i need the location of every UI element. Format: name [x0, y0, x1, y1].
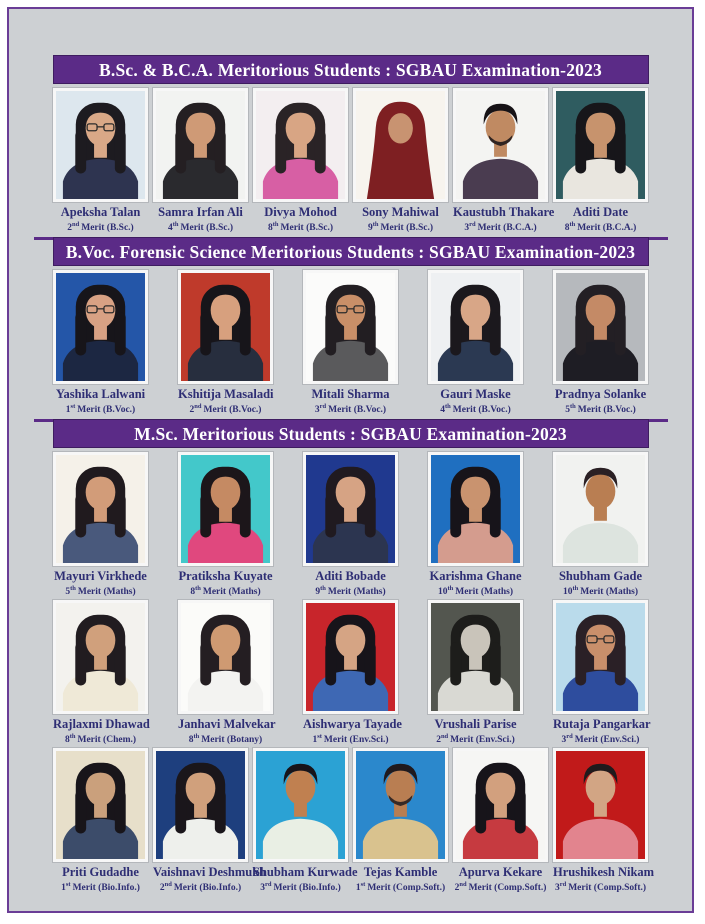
merit-program: Merit (B.Sc.)	[280, 223, 334, 234]
merit-rank: 3	[554, 883, 560, 894]
student-caption	[453, 865, 548, 892]
student-name: Aishwarya Tayade	[303, 717, 402, 731]
student-name: Hrushikesh Nikam	[553, 865, 655, 879]
person-silhouette-icon	[306, 603, 395, 711]
student-name: Kshitija Masaladi	[178, 387, 274, 401]
merit-rank: 2	[189, 405, 195, 416]
student-card	[553, 270, 648, 414]
student-name: Mitali Sharma	[311, 387, 390, 401]
student-portrait-photo	[53, 88, 148, 202]
merit-ordinal-suffix: th	[320, 585, 326, 592]
student-card	[453, 88, 555, 234]
person-silhouette-icon	[56, 91, 145, 199]
merit-rank: 3	[260, 883, 265, 894]
merit-ordinal-suffix: st	[70, 403, 76, 410]
merit-program: Merit (Env.Sci.)	[574, 735, 640, 746]
student-card	[553, 88, 648, 232]
student-caption	[53, 205, 148, 232]
merit-ordinal-suffix: st	[317, 733, 322, 740]
merit-program: Merit (Maths)	[580, 587, 639, 598]
person-silhouette-icon	[56, 455, 145, 563]
student-card	[353, 88, 448, 232]
student-merit	[353, 879, 448, 894]
student-portrait-photo	[428, 270, 523, 384]
merit-program: Merit (Chem.)	[77, 735, 137, 746]
section-title: M.Sc. Meritorious Students : SGBAU Examination-2023	[53, 419, 649, 448]
merit-rank: 8	[64, 735, 70, 746]
student-card	[553, 452, 648, 596]
merit-rank: 8	[267, 223, 273, 234]
merit-ordinal-suffix: th	[70, 585, 76, 592]
student-caption	[303, 717, 402, 746]
person-silhouette-icon	[556, 751, 645, 859]
student-card	[428, 452, 523, 596]
student-caption	[253, 865, 358, 894]
merit-program: Merit (Comp.Soft.)	[367, 883, 446, 894]
student-portrait-photo	[178, 452, 273, 566]
merit-rank: 4	[440, 405, 445, 416]
merit-program: Merit (Maths)	[202, 587, 261, 598]
merit-program: Merit (Maths)	[455, 587, 514, 598]
student-name: Rutaja Pangarkar	[553, 717, 651, 731]
student-card	[553, 600, 651, 746]
person-silhouette-icon	[181, 455, 270, 563]
merit-program: Merit (Comp.Soft.)	[468, 883, 547, 894]
merit-program: Merit (Bio.Info.)	[72, 883, 140, 894]
student-name: Karishma Ghane	[429, 569, 522, 583]
section-header	[34, 237, 668, 266]
student-name: Kaustubh Thakare	[453, 205, 555, 219]
student-merit	[53, 219, 148, 234]
student-name: Sony Mahiwal	[362, 205, 439, 219]
student-caption	[553, 717, 651, 746]
student-portrait-photo	[353, 748, 448, 862]
student-portrait-photo	[53, 270, 148, 384]
student-merit	[453, 219, 548, 234]
student-caption	[53, 717, 148, 744]
student-portrait-photo	[353, 88, 448, 202]
person-silhouette-icon	[56, 273, 145, 381]
student-name: Rajlaxmi Dhawad	[53, 717, 150, 731]
student-merit	[178, 583, 273, 598]
student-caption	[303, 387, 398, 414]
student-caption	[178, 717, 276, 746]
student-merit	[553, 879, 648, 894]
student-caption	[428, 387, 523, 414]
student-merit	[553, 401, 648, 416]
student-caption	[453, 205, 555, 234]
student-portrait-photo	[428, 600, 523, 714]
student-card	[303, 270, 398, 414]
merit-ordinal-suffix: th	[195, 585, 201, 592]
section-header	[34, 419, 668, 448]
student-portrait-photo	[553, 452, 648, 566]
merit-ordinal-suffix: st	[65, 881, 71, 888]
person-silhouette-icon	[356, 751, 445, 859]
merit-ordinal-suffix: th	[172, 221, 179, 228]
student-card	[453, 748, 548, 892]
merit-ordinal-suffix: th	[272, 221, 279, 228]
student-card	[428, 600, 523, 744]
merit-program: Merit (B.Voc.)	[452, 405, 511, 416]
student-name: Vaishnavi Deshmukh	[153, 865, 267, 879]
student-merit	[178, 401, 273, 416]
merit-program: Merit (B.C.A.)	[577, 223, 637, 234]
merit-rank: 8	[190, 587, 196, 598]
student-card	[428, 270, 523, 414]
student-name: Shubham Gade	[558, 569, 643, 583]
student-portrait-photo	[553, 270, 648, 384]
student-merit	[53, 879, 148, 894]
student-merit	[253, 879, 348, 894]
merit-program: Merit (Botany)	[201, 735, 263, 746]
merit-ordinal-suffix: th	[570, 403, 576, 410]
student-portrait-photo	[153, 88, 248, 202]
merit-rank: 1	[312, 735, 318, 746]
student-merit	[153, 219, 248, 234]
student-name: Apeksha Talan	[60, 205, 141, 219]
merit-ordinal-suffix: rd	[264, 881, 272, 888]
student-card	[53, 748, 148, 892]
student-caption	[553, 205, 648, 232]
person-silhouette-icon	[56, 751, 145, 859]
student-card	[303, 452, 398, 596]
student-caption	[178, 569, 273, 596]
merit-ordinal-suffix: st	[360, 881, 366, 888]
student-card	[178, 452, 273, 596]
student-name: Aditi Bobade	[315, 569, 386, 583]
student-name: Aditi Date	[572, 205, 629, 219]
student-caption	[553, 865, 655, 894]
student-portrait-photo	[178, 270, 273, 384]
student-portrait-photo	[453, 748, 548, 862]
merit-rank: 8	[564, 223, 570, 234]
student-portrait-photo	[178, 600, 273, 714]
person-silhouette-icon	[181, 273, 270, 381]
person-silhouette-icon	[256, 751, 345, 859]
student-name: Priti Gudadhe	[62, 865, 139, 879]
person-silhouette-icon	[556, 91, 645, 199]
students-row	[9, 600, 692, 744]
student-merit	[303, 401, 398, 416]
student-card	[303, 600, 402, 746]
person-silhouette-icon	[456, 751, 545, 859]
merit-ordinal-suffix: th	[193, 733, 200, 740]
person-silhouette-icon	[431, 273, 520, 381]
merit-rank: 9	[315, 587, 321, 598]
student-merit	[553, 731, 648, 746]
student-portrait-photo	[553, 748, 648, 862]
student-card	[153, 748, 267, 894]
student-name: Gauri Maske	[440, 387, 511, 401]
student-portrait-photo	[253, 88, 348, 202]
merit-ordinal-suffix: nd	[194, 403, 202, 410]
merit-rank: 4	[167, 223, 173, 234]
student-caption	[428, 569, 523, 596]
merit-rank: 1	[355, 883, 361, 894]
student-merit	[553, 219, 648, 234]
person-silhouette-icon	[556, 455, 645, 563]
student-name: Janhavi Malvekar	[178, 717, 276, 731]
student-merit	[428, 583, 523, 598]
student-merit	[353, 219, 448, 234]
merit-ordinal-suffix: nd	[459, 881, 467, 888]
student-merit	[53, 583, 148, 598]
person-silhouette-icon	[181, 603, 270, 711]
merit-ordinal-suffix: rd	[559, 881, 567, 888]
merit-program: Merit (Bio.Info.)	[173, 883, 242, 894]
merit-ordinal-suffix: rd	[566, 733, 573, 740]
merit-ordinal-suffix: rd	[469, 221, 476, 228]
student-name: Pratiksha Kuyate	[178, 569, 273, 583]
merit-program: Merit (B.Voc.)	[577, 405, 636, 416]
student-portrait-photo	[303, 600, 398, 714]
student-name: Tejas Kamble	[363, 865, 438, 879]
merit-rank: 1	[65, 405, 71, 416]
student-caption	[353, 865, 448, 892]
merit-ordinal-suffix: th	[572, 585, 579, 592]
person-silhouette-icon	[156, 751, 245, 859]
merit-rank: 3	[561, 735, 567, 746]
person-silhouette-icon	[431, 603, 520, 711]
merit-program: Merit (B.Voc.)	[203, 405, 262, 416]
merit-ordinal-suffix: rd	[319, 403, 327, 410]
merit-ordinal-suffix: th	[445, 403, 451, 410]
merit-ordinal-suffix: th	[447, 585, 454, 592]
merit-program: Merit (Bio.Info.)	[273, 883, 341, 894]
merit-rank: 10	[562, 587, 573, 598]
student-portrait-photo	[53, 600, 148, 714]
student-name: Divya Mohod	[264, 205, 337, 219]
person-silhouette-icon	[556, 273, 645, 381]
students-row	[9, 88, 692, 232]
merit-ordinal-suffix: nd	[164, 881, 172, 888]
student-portrait-photo	[553, 600, 648, 714]
student-caption	[303, 569, 398, 596]
student-card	[353, 748, 448, 892]
person-silhouette-icon	[156, 91, 245, 199]
person-silhouette-icon	[306, 455, 395, 563]
students-row	[9, 748, 692, 892]
student-caption	[353, 205, 448, 232]
merit-rank: 9	[367, 223, 373, 234]
student-card	[178, 600, 276, 746]
student-caption	[53, 865, 148, 892]
student-name: Shubham Kurwade	[253, 865, 358, 879]
student-merit	[303, 731, 398, 746]
section-title: B.Voc. Forensic Science Meritorious Students : SGBAU Examination-2023	[53, 237, 649, 266]
student-merit	[153, 879, 248, 894]
poster	[7, 7, 694, 913]
student-card	[153, 88, 248, 232]
merit-ordinal-suffix: nd	[72, 221, 80, 228]
merit-program: Merit (Comp.Soft.)	[568, 883, 647, 894]
student-name: Vrushali Parise	[434, 717, 517, 731]
merit-rank: 2	[436, 735, 441, 746]
student-name: Apurva Kekare	[458, 865, 543, 879]
student-portrait-photo	[453, 88, 548, 202]
merit-program: Merit (Maths)	[327, 587, 386, 598]
student-portrait-photo	[53, 748, 148, 862]
student-merit	[453, 879, 548, 894]
merit-rank: 3	[314, 405, 320, 416]
student-caption	[53, 387, 148, 414]
student-card	[53, 88, 148, 232]
merit-program: Merit (B.Sc.)	[180, 223, 234, 234]
merit-rank: 2	[67, 223, 72, 234]
student-card	[53, 452, 148, 596]
student-portrait-photo	[553, 88, 648, 202]
student-card	[253, 88, 348, 232]
student-portrait-photo	[153, 748, 248, 862]
student-card	[553, 748, 655, 894]
person-silhouette-icon	[556, 603, 645, 711]
student-caption	[428, 717, 523, 744]
student-name: Mayuri Virkhede	[54, 569, 147, 583]
person-silhouette-icon	[56, 603, 145, 711]
merit-program: Merit (B.Voc.)	[328, 405, 387, 416]
merit-program: Merit (Env.Sci.)	[450, 735, 515, 746]
merit-rank: 5	[565, 405, 570, 416]
student-merit	[178, 731, 273, 746]
person-silhouette-icon	[456, 91, 545, 199]
merit-rank: 3	[464, 223, 470, 234]
students-row	[9, 452, 692, 596]
merit-program: Merit (B.Sc.)	[81, 223, 134, 234]
student-portrait-photo	[303, 270, 398, 384]
student-caption	[553, 569, 648, 596]
student-portrait-photo	[428, 452, 523, 566]
student-caption	[553, 387, 648, 414]
person-silhouette-icon	[356, 91, 445, 199]
student-name: Pradnya Solanke	[554, 387, 647, 401]
student-merit	[428, 731, 523, 746]
section-title: B.Sc. & B.C.A. Meritorious Students : SGBAU Examination-2023	[53, 55, 649, 84]
merit-rank: 2	[454, 883, 460, 894]
student-merit	[303, 583, 398, 598]
student-caption	[153, 865, 267, 894]
person-silhouette-icon	[306, 273, 395, 381]
merit-program: Merit (B.Sc.)	[380, 223, 434, 234]
student-portrait-photo	[53, 452, 148, 566]
merit-rank: 2	[159, 883, 165, 894]
student-portrait-photo	[303, 452, 398, 566]
student-name: Samra Irfan Ali	[158, 205, 243, 219]
student-caption	[178, 387, 273, 414]
merit-ordinal-suffix: th	[569, 221, 576, 228]
student-card	[178, 270, 273, 414]
student-merit	[553, 583, 648, 598]
student-portrait-photo	[253, 748, 348, 862]
merit-ordinal-suffix: th	[69, 733, 76, 740]
merit-rank: 1	[61, 883, 66, 894]
student-merit	[253, 219, 348, 234]
merit-rank: 10	[437, 587, 448, 598]
merit-ordinal-suffix: nd	[440, 733, 449, 740]
merit-program: Merit (Maths)	[77, 587, 136, 598]
merit-ordinal-suffix: th	[372, 221, 379, 228]
merit-program: Merit (B.Voc.)	[77, 405, 136, 416]
students-row	[9, 270, 692, 414]
merit-rank: 8	[188, 735, 194, 746]
student-card	[53, 270, 148, 414]
student-merit	[428, 401, 523, 416]
merit-program: Merit (Env.Sci.)	[323, 735, 389, 746]
section-header	[34, 55, 668, 84]
student-merit	[53, 401, 148, 416]
merit-program: Merit (B.C.A.)	[477, 223, 537, 234]
student-name: Yashika Lalwani	[55, 387, 146, 401]
student-caption	[253, 205, 348, 232]
person-silhouette-icon	[256, 91, 345, 199]
student-caption	[153, 205, 248, 232]
student-merit	[53, 731, 148, 746]
student-card	[253, 748, 358, 894]
student-card	[53, 600, 148, 744]
person-silhouette-icon	[431, 455, 520, 563]
student-caption	[53, 569, 148, 596]
merit-rank: 5	[65, 587, 71, 598]
